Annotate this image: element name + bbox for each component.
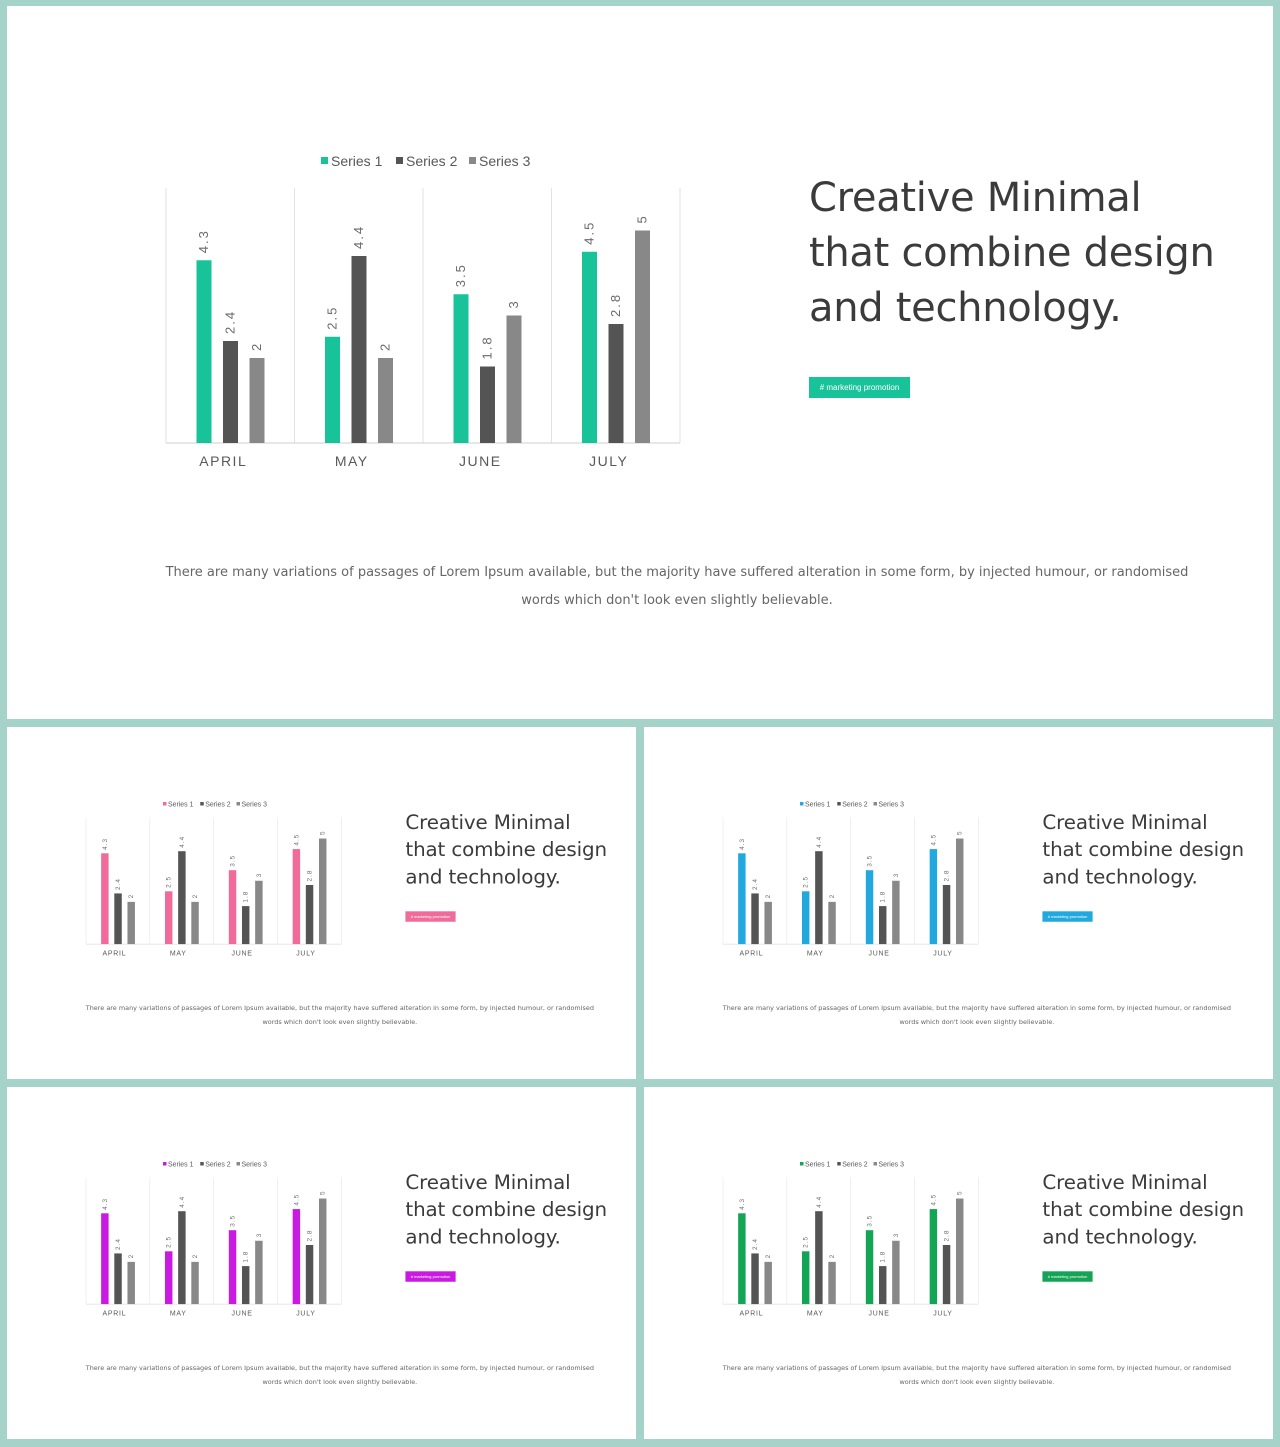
data-label: 3.5 <box>453 263 468 288</box>
legend-swatch <box>200 1162 203 1165</box>
data-label: 2.8 <box>306 869 314 882</box>
data-label: 2 <box>765 1253 773 1259</box>
slide-thumbnail-purple[interactable] <box>7 1087 636 1439</box>
data-label: 3 <box>506 299 521 309</box>
bar-series-2-july <box>609 324 624 443</box>
data-label: 2.4 <box>752 1238 760 1250</box>
headline-line-3: and technology. <box>809 285 1122 331</box>
data-label: 2.4 <box>115 878 123 890</box>
headline <box>405 809 619 891</box>
headline-line-3: and technology. <box>405 1225 561 1249</box>
category-label: APRIL <box>102 950 127 958</box>
legend-swatch <box>237 1162 240 1165</box>
bar-series-3-may <box>378 358 393 443</box>
data-label: 5 <box>319 830 327 836</box>
data-label: 2.4 <box>115 1238 123 1250</box>
data-label: 5 <box>319 1190 327 1196</box>
data-label: 4.5 <box>581 220 597 245</box>
bar-series-3-june <box>507 316 522 444</box>
legend-swatch <box>800 1162 803 1165</box>
data-label: 1.8 <box>479 335 495 360</box>
headline-line-1: Creative Minimal <box>1042 1170 1208 1194</box>
data-label: 4.5 <box>930 833 938 846</box>
bar-series-2-july <box>306 885 313 944</box>
data-label: 2.5 <box>165 1235 173 1248</box>
data-label: 4.3 <box>101 1197 109 1210</box>
slide-thumbnail-pink[interactable] <box>7 727 636 1079</box>
data-label: 3.5 <box>229 854 237 867</box>
description-text: There are many variations of passages of Lorem Ipsum available, but the majority have suffered alteration in some form, by injected humour, or randomised words which don't look even slightly believable. <box>722 1004 1231 1027</box>
legend-swatch <box>200 802 203 805</box>
bar-series-3-april <box>250 358 265 443</box>
data-label: 3.5 <box>866 854 874 867</box>
tag-badge: # marketing promotion <box>405 1271 455 1281</box>
bar-series-2-july <box>306 1245 313 1304</box>
data-label: 5 <box>956 1190 964 1196</box>
legend-label: Series 2 <box>406 153 458 169</box>
legend-swatch <box>874 1162 877 1165</box>
category-label: MAY <box>806 950 824 958</box>
headline-line-2: that combine design <box>405 838 607 862</box>
headline <box>809 171 1239 336</box>
bar-series-3-april <box>127 902 134 944</box>
bar-series-2-april <box>114 893 121 944</box>
bar-series-1-may <box>325 337 340 443</box>
slide-thumbnail-blue[interactable] <box>644 727 1273 1079</box>
bar-series-1-april <box>738 1213 745 1304</box>
category-label: JUNE <box>231 950 253 958</box>
headline-line-3: and technology. <box>1042 865 1198 889</box>
legend-swatch <box>800 802 803 805</box>
bar-series-3-may <box>191 1262 198 1304</box>
bar-series-1-may <box>165 1251 172 1304</box>
data-label: 2 <box>249 341 264 351</box>
legend-label: Series 3 <box>241 801 267 809</box>
data-label: 3.5 <box>866 1214 874 1227</box>
bar-series-2-may <box>815 851 822 944</box>
bar-series-1-july <box>293 1209 300 1304</box>
description-text: There are many variations of passages of Lorem Ipsum available, but the majority have suffered alteration in some form, by injected humour, or randomised words which don't look even slightly believable. <box>85 1004 594 1027</box>
data-label: 1.8 <box>242 1250 250 1263</box>
data-label: 4.3 <box>101 837 109 850</box>
data-label: 5 <box>956 830 964 836</box>
data-label: 4.5 <box>930 1193 938 1206</box>
data-label: 1.8 <box>879 1250 887 1263</box>
bar-series-1-july <box>293 849 300 944</box>
data-label: 3.5 <box>229 1214 237 1227</box>
data-label: 2 <box>765 893 773 899</box>
legend-label: Series 2 <box>205 1161 231 1169</box>
category-label: JUNE <box>458 453 502 469</box>
bar-series-3-april <box>127 1262 134 1304</box>
data-label: 2 <box>829 1253 837 1259</box>
data-label: 2 <box>192 893 200 899</box>
slide-thumbnail-green[interactable] <box>644 1087 1273 1439</box>
category-label: JULY <box>933 1310 953 1318</box>
bar-series-2-may <box>178 1211 185 1304</box>
data-label: 3 <box>892 872 900 878</box>
bar-series-3-may <box>191 902 198 944</box>
data-label: 2.5 <box>802 1235 810 1248</box>
category-label: JULY <box>296 950 316 958</box>
headline-line-1: Creative Minimal <box>1042 810 1208 834</box>
headline-line-2: that combine design <box>1042 838 1244 862</box>
data-label: 2.8 <box>943 1229 951 1242</box>
slide-content <box>644 1087 1273 1439</box>
category-label: MAY <box>169 1310 187 1318</box>
bar-series-1-april <box>197 260 212 443</box>
bar-series-3-june <box>892 881 899 944</box>
data-label: 2.5 <box>165 875 173 888</box>
bar-series-2-july <box>943 885 950 944</box>
bar-series-1-april <box>738 853 745 944</box>
bar-series-3-july <box>319 839 326 945</box>
bar-series-2-may <box>815 1211 822 1304</box>
category-label: JUNE <box>231 1310 253 1318</box>
bar-series-2-april <box>114 1253 121 1304</box>
bar-series-3-april <box>764 1262 771 1304</box>
bar-series-2-april <box>223 341 238 443</box>
legend-label: Series 3 <box>878 801 904 809</box>
data-label: 4.5 <box>293 1193 301 1206</box>
category-label: APRIL <box>739 1310 764 1318</box>
bar-series-1-may <box>165 891 172 944</box>
legend-label: Series 2 <box>205 801 231 809</box>
slide-content <box>7 1087 636 1439</box>
data-label: 2.5 <box>802 875 810 888</box>
bar-series-2-april <box>751 1253 758 1304</box>
legend-label: Series 1 <box>804 1161 831 1169</box>
bar-series-1-june <box>229 870 236 944</box>
headline-line-1: Creative Minimal <box>809 175 1142 221</box>
headline <box>1042 809 1256 891</box>
bar-series-2-april <box>751 893 758 944</box>
legend-label: Series 2 <box>842 801 868 809</box>
data-label: 4.4 <box>351 224 366 249</box>
category-label: JUNE <box>868 1310 890 1318</box>
legend-swatch <box>874 802 877 805</box>
headline-line-2: that combine design <box>405 1198 607 1222</box>
bar-series-2-june <box>480 367 495 444</box>
category-label: MAY <box>806 1310 824 1318</box>
data-label: 2 <box>829 893 837 899</box>
description-text: There are many variations of passages of Lorem Ipsum available, but the majority have suffered alteration in some form, by injected humour, or randomised words which don't look even slightly believable. <box>165 565 1189 608</box>
data-label: 4.4 <box>178 835 186 848</box>
data-label: 2.5 <box>324 305 340 330</box>
bar-series-2-june <box>879 906 886 944</box>
data-label: 4.4 <box>178 1195 186 1208</box>
legend-label: Series 3 <box>241 1161 267 1169</box>
category-label: APRIL <box>199 453 248 469</box>
legend-swatch <box>396 157 403 164</box>
bar-series-1-june <box>866 1230 873 1304</box>
category-label: MAY <box>334 453 369 469</box>
description-text: There are many variations of passages of Lorem Ipsum available, but the majority have suffered alteration in some form, by injected humour, or randomised words which don't look even slightly believable. <box>722 1364 1231 1387</box>
data-label: 4.3 <box>196 229 211 254</box>
headline-line-2: that combine design <box>809 230 1215 276</box>
bar-series-3-july <box>956 1199 963 1305</box>
category-label: APRIL <box>102 1310 127 1318</box>
legend-swatch <box>237 802 240 805</box>
slide-content <box>7 6 1273 719</box>
slide-content <box>644 727 1273 1079</box>
bar-series-2-may <box>178 851 185 944</box>
data-label: 5 <box>634 214 650 224</box>
bar-series-1-may <box>802 891 809 944</box>
data-label: 4.4 <box>815 835 823 848</box>
data-label: 3 <box>892 1232 900 1238</box>
bar-series-1-april <box>101 1213 108 1304</box>
category-label: JULY <box>589 453 629 469</box>
bar-series-3-june <box>255 881 262 944</box>
legend-swatch <box>469 157 476 164</box>
legend-label: Series 2 <box>842 1161 868 1169</box>
data-label: 4.3 <box>738 1197 746 1210</box>
headline-line-1: Creative Minimal <box>405 810 571 834</box>
bar-series-2-june <box>242 1266 249 1304</box>
legend-label: Series 1 <box>167 801 194 809</box>
bar-series-2-july <box>943 1245 950 1304</box>
legend-label: Series 3 <box>479 153 531 169</box>
bar-series-1-may <box>802 1251 809 1304</box>
bar-series-3-july <box>319 1199 326 1305</box>
data-label: 4.4 <box>815 1195 823 1208</box>
tag-badge: # marketing promotion <box>809 377 910 398</box>
data-label: 2 <box>192 1253 200 1259</box>
legend-label: Series 1 <box>331 153 383 169</box>
slide-main[interactable] <box>7 6 1273 719</box>
legend-swatch <box>321 157 328 164</box>
data-label: 4.5 <box>293 833 301 846</box>
data-label: 1.8 <box>879 890 887 903</box>
bar-series-1-june <box>454 294 469 443</box>
bar-series-1-april <box>101 853 108 944</box>
bar-series-1-july <box>930 849 937 944</box>
bar-series-2-june <box>879 1266 886 1304</box>
category-label: JUNE <box>868 950 890 958</box>
data-label: 3 <box>255 872 263 878</box>
legend-swatch <box>837 802 840 805</box>
category-label: JULY <box>933 950 953 958</box>
legend-swatch <box>163 1162 166 1165</box>
bar-series-1-june <box>866 870 873 944</box>
tag-badge: # marketing promotion <box>1042 1271 1092 1281</box>
data-label: 2 <box>128 1253 136 1259</box>
legend-swatch <box>163 802 166 805</box>
legend-label: Series 1 <box>167 1161 194 1169</box>
category-label: APRIL <box>739 950 764 958</box>
headline <box>1042 1169 1256 1251</box>
bar-series-3-july <box>956 839 963 945</box>
headline-line-1: Creative Minimal <box>405 1170 571 1194</box>
headline-line-3: and technology. <box>405 865 561 889</box>
tag-badge: # marketing promotion <box>405 911 455 921</box>
data-label: 2.4 <box>752 878 760 890</box>
tag-badge: # marketing promotion <box>1042 911 1092 921</box>
bar-series-3-april <box>764 902 771 944</box>
category-label: MAY <box>169 950 187 958</box>
bar-series-3-june <box>255 1241 262 1304</box>
data-label: 2.8 <box>608 292 623 317</box>
legend-swatch <box>837 1162 840 1165</box>
data-label: 1.8 <box>242 890 250 903</box>
bar-series-3-may <box>828 1262 835 1304</box>
bar-series-3-may <box>828 902 835 944</box>
data-label: 2.8 <box>306 1229 314 1242</box>
bar-series-3-june <box>892 1241 899 1304</box>
headline-line-3: and technology. <box>1042 1225 1198 1249</box>
bar-series-3-july <box>635 231 650 444</box>
bar-series-1-june <box>229 1230 236 1304</box>
data-label: 3 <box>255 1232 263 1238</box>
description-text: There are many variations of passages of Lorem Ipsum available, but the majority have suffered alteration in some form, by injected humour, or randomised words which don't look even slightly believable. <box>85 1364 594 1387</box>
bar-series-2-june <box>242 906 249 944</box>
legend-label: Series 1 <box>804 801 831 809</box>
legend-label: Series 3 <box>878 1161 904 1169</box>
bar-series-1-july <box>582 252 597 443</box>
data-label: 2.8 <box>943 869 951 882</box>
data-label: 2 <box>128 893 136 899</box>
category-label: JULY <box>296 1310 316 1318</box>
bar-series-2-may <box>352 256 367 443</box>
data-label: 2 <box>377 341 393 351</box>
data-label: 4.3 <box>738 837 746 850</box>
bar-series-1-july <box>930 1209 937 1304</box>
headline <box>405 1169 619 1251</box>
data-label: 2.4 <box>222 309 238 334</box>
headline-line-2: that combine design <box>1042 1198 1244 1222</box>
slide-content <box>7 727 636 1079</box>
